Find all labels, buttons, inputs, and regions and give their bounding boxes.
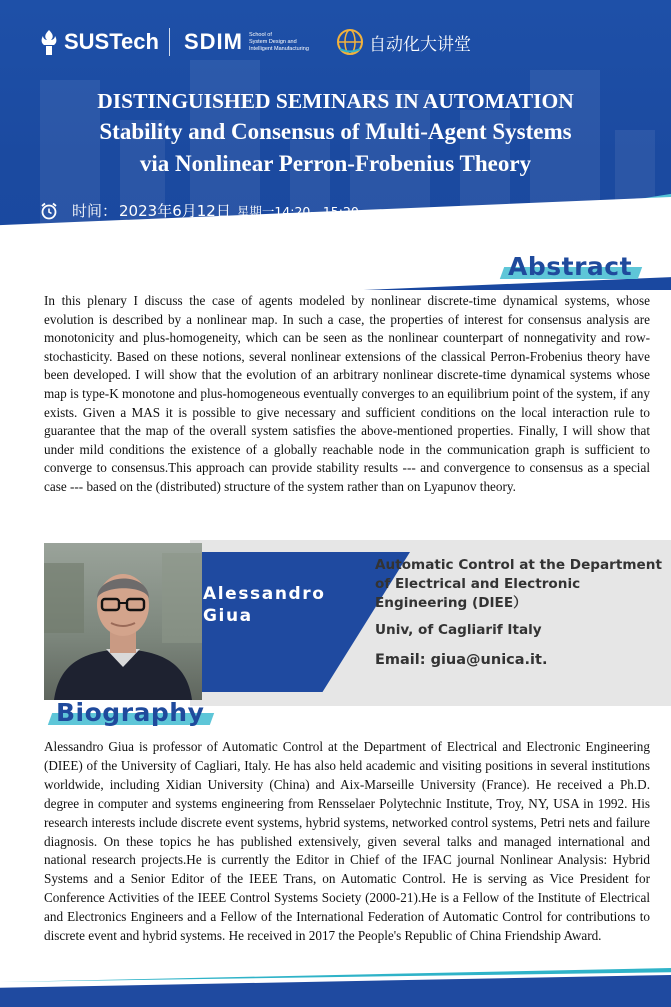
talk-title-line1: Stability and Consensus of Multi-Agent Systems	[99, 119, 572, 144]
place-value: 工学院南楼326会议室	[119, 238, 268, 256]
abstract-heading: Abstract	[508, 252, 632, 281]
series-title: DISTINGUISHED SEMINARS IN AUTOMATION	[97, 89, 574, 113]
globe-icon	[335, 27, 365, 57]
speaker-first-name: Alessandro	[203, 584, 326, 604]
sdim-subtitle: School of System Design and Intelligent Manufacturing	[248, 31, 309, 52]
torch-icon	[38, 28, 60, 56]
sdim-logo	[184, 29, 329, 55]
title-block	[0, 86, 671, 180]
speaker-photo	[44, 543, 202, 700]
speaker-name	[203, 583, 326, 627]
talk-title-line2: via Nonlinear Perron-Frobenius Theory	[139, 151, 532, 176]
time-date: 2023年6月12日	[119, 202, 231, 220]
alarm-clock-icon	[40, 202, 58, 220]
header-banner	[0, 0, 671, 290]
speaker-last-name: Giua	[203, 606, 253, 626]
time-label: 时间：	[72, 202, 118, 220]
sustech-logo	[38, 28, 159, 56]
logo-divider	[169, 28, 170, 56]
sustech-wordmark: SUSTech	[64, 29, 159, 54]
auto-lecture-logo	[335, 27, 471, 57]
biography-heading: Biography	[56, 698, 204, 727]
sdim-wordmark: SDIM	[183, 29, 243, 54]
abstract-text: In this plenary I discuss the case of agents modeled by nonlinear discrete-time dynamical systems, whose evolution is described by a nonlinear map. In such a case, the properties of interest for consensus analysis are monotonicity and plus-homogeneity, which can be seen as the nonlinear counterpart of nonnegativity and row-stochasticity. Based on these notions, several nonlinear extensions of the classical Perron-Frobenius theory have been developed. I will show that the evolution of an arbitrary nonlinear discrete-time dynamical systems whose map is type-K monotone and plus-homogeneous eventually converges to an equilibrium point of the system, if any exists. Given a MAS it is possible to give necessary and sufficient conditions on the local interaction rule to guarantee that the map of the overall system satisfies the above-mentioned properties. Finally, I will show that under mild conditions the existence of a globally reachable node in the communication graph is sufficient to converge to consensus.This approach can provide stability results --- and convergence to consensus as a special case --- based on the (distributed) structure of the system rather than on Lyapunov theory.	[44, 293, 650, 494]
time-row	[40, 200, 359, 221]
speaker-email: Email: giua@unica.it.	[375, 652, 548, 668]
biography-text: Alessandro Giua is professor of Automatic Control at the Department of Electrical and Electronic Engineering (DIEE) of the University of Cagliari, Italy. He has also held academic and visiting positions in several institutions worldwide, including Xidian University (China) and Aix-Marseille University (France). He received a Ph.D. degree in computer and systems engineering from Rensselaer Polytechnic Institute, Troy, NY, USA in 1992. His research interests include discrete event systems, hybrid systems, networked control systems, Petri nets and failure diagnosis. On these topics he has published extensively, given several talks and managed international and national research projects.He is currently the Editor in Chief of the IFAC journal Nonlinear Analysis: Hybrid Systems and a Senior Editor of the IEEE Trans, on Automatic Control. He is serving as Vice President for Conference Activities of the IEEE Control Systems Society (2000-21).He is a Fellow of the Institute of Electrical and Electronics Engineers and a Fellow of the International Federation of Automatic Control for contributions to discrete event and hybrid systems. He received in 2017 the People's Republic of China Friendship Award.	[44, 739, 650, 944]
speaker-university: Univ, of Cagliarif Italy	[375, 622, 542, 638]
place-label: 地点：	[72, 238, 118, 256]
bottom-band	[0, 975, 671, 1007]
place-row	[40, 236, 268, 257]
location-pin-icon	[40, 238, 58, 256]
auto-lecture-title: 自动化大讲堂	[368, 34, 471, 55]
speaker-affiliation: Automatic Control at the Department of Electrical and Electronic Engineering (DIEE）	[375, 557, 662, 611]
logo-bar	[38, 22, 471, 62]
time-weekday: 星期一14:20—15:20	[236, 203, 359, 219]
